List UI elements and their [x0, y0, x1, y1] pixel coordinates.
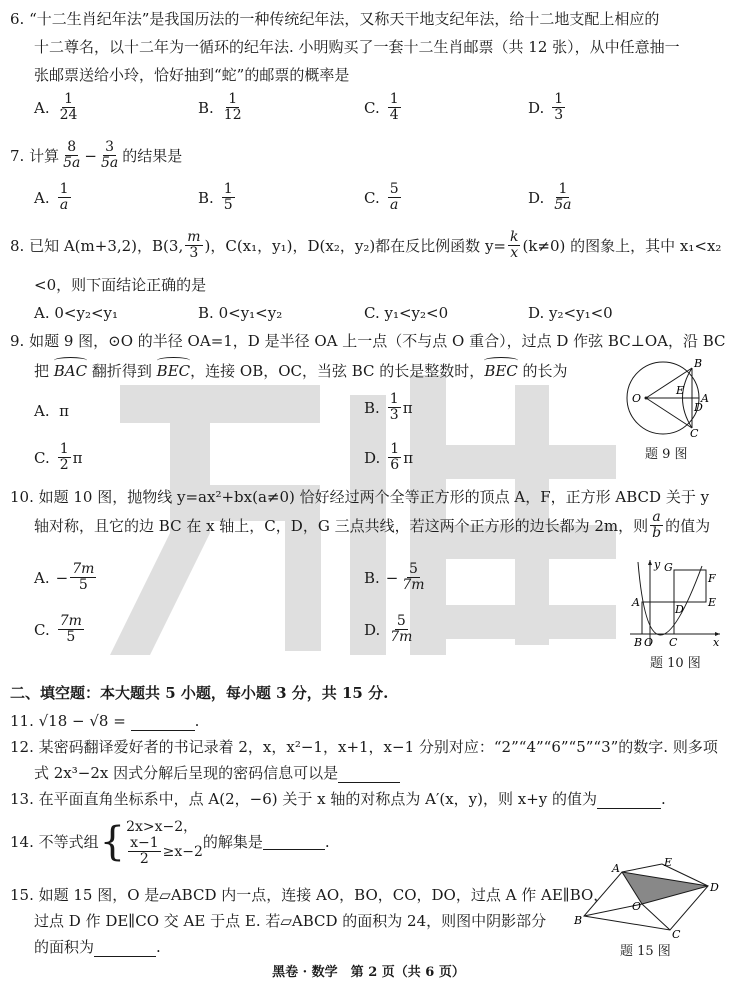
q8-line2: <0，则下面结论正确的是 [34, 276, 207, 294]
q8-option-a: A. 0<y₂<y₁ [34, 304, 119, 322]
q6-line3: 张邮票送给小玲，恰好抽到“蛇”的邮票的概率是 [34, 66, 350, 84]
label-o: O [632, 900, 642, 913]
label-b: B [574, 914, 583, 927]
figure-10-parabola-diagram [624, 556, 724, 648]
section-2-heading: 二、填空题：本大题共 5 小题，每小题 3 分，共 15 分. [10, 684, 389, 702]
figure-10-caption: 题 10 图 [650, 656, 701, 671]
q10-option-c: C. $\frac{7m}{5}$ [34, 613, 82, 645]
q6-line2: 十二尊名，以十二年为一循环的纪年法. 小明购买了一套十二生肖邮票（共 12 张），从中任意抽一 [34, 38, 680, 56]
q7-stem: 7. 计算 $\frac{8}{5a}$ − $\frac{3}{5a}$ 的结果是 [10, 139, 183, 171]
q15-line2: 过点 D 作 DE∥CO 交 AE 于点 E. 若▱ABCD 的面积为 24，则图中阴影部分 [34, 912, 547, 930]
q10-option-b: B. − $\frac{5}{7m}$ [364, 561, 425, 593]
label-b: B [694, 358, 703, 370]
q12-line2: 式 2x³−2x 因式分解后呈现的密码信息可以是 [34, 764, 400, 783]
label-c: C [669, 636, 678, 648]
q9-option-b: B. $\frac{1}{3}$ π [364, 391, 413, 423]
option-label: C. [364, 98, 380, 117]
fraction: $\frac{1}{3}$ [554, 91, 564, 123]
label-o: O [632, 392, 642, 405]
q11: 11. √18 − √8 = . [10, 712, 200, 730]
fraction: $\frac{1}{4}$ [389, 91, 399, 123]
q7-option-b: B. $\frac{1}{5}$ [198, 181, 233, 213]
figure-15-parallelogram-diagram [572, 858, 722, 940]
answer-blank[interactable] [131, 712, 195, 731]
q6-option-b [198, 92, 246, 123]
q10-line2: 轴对称，且它的边 BC 在 x 轴上，C，D，G 三点共线，若这两个正方形的边长都为 2m，则 $\frac{a}{b}$ 的值为 [34, 509, 711, 541]
q6-line1: 6. “十二生肖纪年法”是我国历法的一种传统纪年法，又称天干地支纪年法，给十二地支配上相应的 [10, 10, 660, 28]
answer-blank[interactable] [94, 938, 156, 957]
label-a: A [632, 596, 640, 609]
q6-option-d [528, 92, 567, 123]
label-a: A [701, 392, 709, 405]
inequality-system: 2x>x−2， $\frac{x-1}{2}$ ≥x−2 [126, 819, 203, 867]
q8-option-c: C. y₁<y₂<0 [364, 304, 449, 322]
fraction: $\frac{8}{5a}$ [63, 139, 81, 171]
answer-blank[interactable] [597, 790, 661, 809]
label-b: B [634, 636, 643, 648]
q13: 13. 在平面直角坐标系中，点 A(2，−6) 关于 x 轴的对称点为 A′(x，y)，则 x+y 的值为 . [10, 790, 666, 808]
q10-option-a: A. − $\frac{7m}{5}$ [34, 561, 95, 593]
figure-9-circle-diagram [618, 358, 728, 438]
q9-option-d: D. $\frac{1}{6}$ π [364, 441, 414, 473]
label-e: E [664, 858, 673, 869]
figure-9-caption: 题 9 图 [645, 447, 688, 462]
label-y: y [654, 558, 661, 571]
brace-symbol: { [99, 818, 126, 865]
option-label: B. [198, 98, 214, 117]
label-g: G [664, 561, 673, 574]
label-a: A [612, 862, 620, 875]
answer-blank[interactable] [338, 764, 400, 783]
q9-option-a: A. π [34, 402, 70, 420]
q10-line1: 10. 如题 10 图，抛物线 y=ax²+bx(a≠0) 恰好经过两个全等正方形的顶点 A，F，正方形 ABCD 关于 y [10, 488, 710, 506]
figure-15-caption: 题 15 图 [620, 944, 671, 959]
q9-line1: 9. 如题 9 图，⊙O 的半径 OA=1，D 是半径 OA 上一点（不与点 O 重合），过点 D 作弦 BC⊥OA，沿 BC [10, 332, 726, 350]
q10-option-d: D. $\frac{5}{7m}$ [364, 613, 413, 645]
label-d: D [710, 881, 719, 894]
q7-option-c: C. $\frac{5}{a}$ [364, 181, 399, 213]
page-footer: 黑卷 · 数学 第 2 页（共 6 页） [272, 965, 465, 980]
q14: 14. 不等式组 { 2x>x−2， $\frac{x-1}{2}$ ≥x−2 的解集是 . [10, 816, 330, 867]
label-o: O [644, 636, 654, 648]
label-f: F [708, 572, 716, 585]
option-label: A. [34, 98, 50, 117]
q15-line3: 的面积为 . [34, 938, 161, 956]
label-d: D [694, 401, 703, 414]
label-e: E [676, 384, 685, 397]
q15-line1: 15. 如题 15 图，O 是▱ABCD 内一点，连接 AO，BO，CO，DO，过点 A 作 AE∥BO， [10, 886, 609, 904]
q7-option-a: A. $\frac{1}{a}$ [34, 181, 69, 213]
label-c: C [690, 427, 699, 438]
fraction: $\frac{1}{24}$ [59, 91, 78, 123]
q9-line2: 把 BAC 翻折得到 BEC，连接 OB，OC，当弦 BC 的长是整数时， BEC 的长为 [34, 362, 568, 380]
q8-stem: 8. 已知 A(m+3,2)，B(3, $\frac{m}{3}$ )，C(x₁，y₁)，D(x₂，y₂)都在反比例函数 y= $\frac{k}{x}$ (k≠0) 的图象上，其中 x₁<x₂ [10, 229, 722, 261]
label-e: E [708, 596, 717, 609]
fraction: $\frac{1}{12}$ [223, 91, 242, 123]
q12-line1: 12. 某密码翻译爱好者的书记录着 2，x，x²−1，x+1，x−1 分别对应：“2”“4”“6”“5”“3”的数字. 则多项 [10, 738, 718, 756]
q6-option-a [34, 92, 81, 123]
q6-option-c [364, 92, 403, 123]
label-x: x [713, 636, 720, 648]
q8-option-b: B. 0<y₁<y₂ [198, 304, 283, 322]
label-c: C [672, 928, 681, 940]
q7-option-d: D. $\frac{1}{5a}$ [528, 181, 572, 213]
q8-option-d: D. y₂<y₁<0 [528, 304, 613, 322]
answer-blank[interactable] [263, 833, 325, 850]
option-label: D. [528, 98, 545, 117]
label-d: D [675, 603, 684, 616]
q9-option-c: C. $\frac{1}{2}$ π [34, 441, 83, 473]
fraction: $\frac{3}{5a}$ [100, 139, 119, 171]
